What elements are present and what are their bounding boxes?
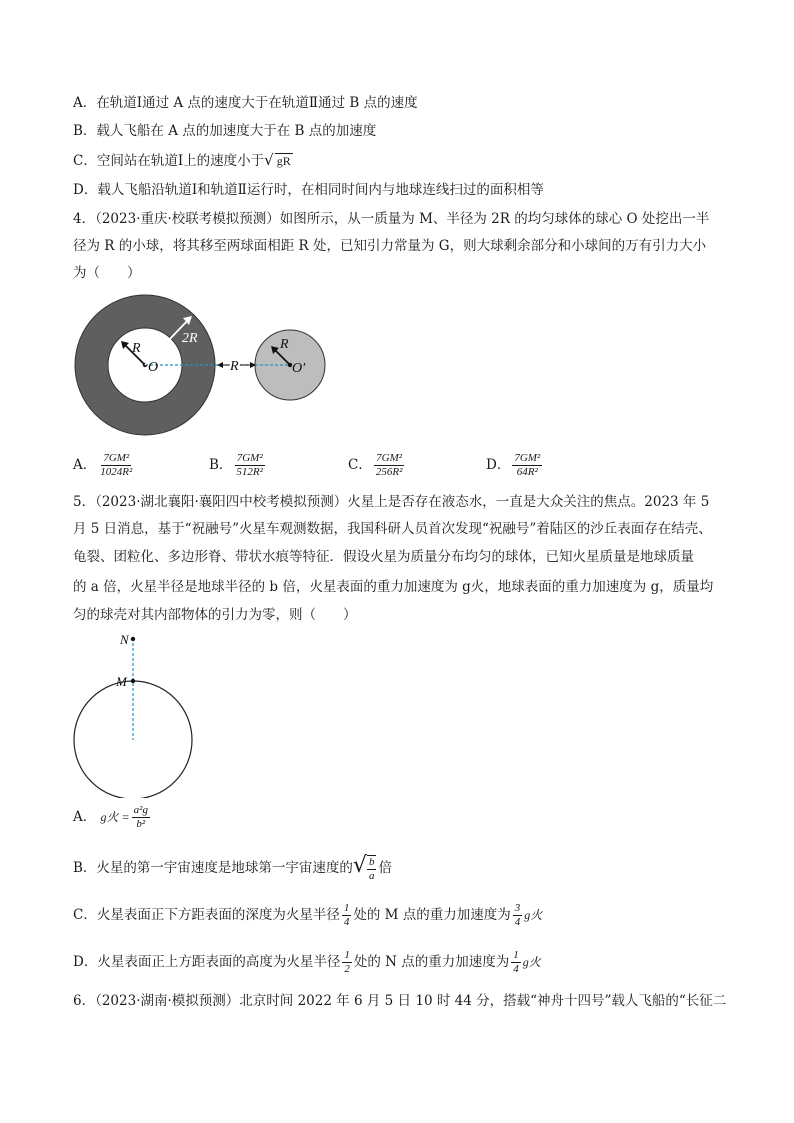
q4-figure [70,290,340,440]
label-o-prime: O′ [292,361,306,376]
label-r-inner: R [132,341,141,356]
q4-option-c [348,452,406,479]
sqrt-symbol: √ [264,151,274,169]
q5-option-c-frac2 [513,902,523,929]
q5-option-b-text: B．火星的第一宇宙速度是地球第一宇宙速度的 [73,860,353,876]
q5-option-c [73,902,542,929]
q5-figure [70,628,200,798]
point-n-dot [131,637,135,641]
q3-option-c-sqrt: gR [276,154,291,168]
q4-stem-line3: 为（ ） [73,265,141,281]
q5-option-b-den: a [368,869,375,882]
q3-option-a: A．在轨道Ⅰ通过 A 点的速度大于在轨道Ⅱ通过 B 点的速度 [73,95,418,111]
sqrt-symbol: √ [352,853,367,878]
q4-option-d-num: 7GM² [514,452,541,464]
q4-option-a-den: 1024R² [100,466,133,478]
q5-option-d-frac1-num: 1 [344,949,350,961]
q4-option-b-num: 7GM² [236,452,263,464]
q5-option-d-suffix: g火 [522,955,541,969]
q5-option-d-frac2-den: 4 [513,963,519,975]
q4-option-c-letter: C． [348,457,372,473]
q3-option-c [73,150,293,171]
label-r-gap: R [230,359,239,374]
label-n: N [120,632,129,647]
q4-option-d [486,452,544,479]
q5-option-a-den: b² [136,818,146,830]
q5-option-c-text: C．火星表面正下方距表面的深度为火星半径 [73,907,340,923]
q6-stem-line1: 6．（2023·湖南·模拟预测）北京时间 2022 年 6 月 5 日 10 时 44 分，搭载“神舟十四号”载人飞船的“长征二 [73,993,727,1009]
q4-option-a-letter: A． [73,457,97,473]
q5-option-b [73,853,392,883]
q5-option-d-frac2 [511,949,521,976]
q5-option-a-letter: A． [73,809,97,825]
q5-option-a-lhs: g火 = [100,810,130,824]
q5-option-d-frac2-num: 1 [513,949,519,961]
q5-stem-line1: 5．（2023·湖北襄阳·襄阳四中校考模拟预测）火星上是否存在液态水，一直是大众关注的焦点。2023 年 5 [73,494,710,510]
q4-option-b-fraction [234,452,265,479]
q5-option-b-fraction [367,855,377,883]
q5-option-c-suffix: g火 [524,908,543,922]
q5-stem-line5: 匀的球壳对其内部物体的引力为零，则（ ） [73,607,357,623]
label-2r: 2R [182,331,198,346]
q4-option-b-letter: B． [209,457,233,473]
point-m-dot [131,679,135,683]
q5-option-c-frac1-den: 4 [343,916,350,928]
q5-option-b-suffix: 倍 [378,860,392,876]
q3-option-b: B．载人飞船在 A 点的加速度大于在 B 点的加速度 [73,123,377,139]
q4-stem-line2: 径为 R 的小球，将其移至两球面相距 R 处，已知引力常量为 G，则大球剩余部分和小球间的万有引力大小 [73,238,707,254]
label-r-small: R [280,337,289,352]
q3-option-c-text: C．空间站在轨道Ⅰ上的速度小于 [73,153,265,169]
q5-option-c-frac2-den: 4 [514,916,521,928]
q4-option-d-letter: D． [486,457,511,473]
q5-option-c-mid: 处的 M 点的重力加速度为 [353,907,511,923]
q5-stem-line4: 的 a 倍，火星半径是地球半径的 b 倍，火星表面的重力加速度为 g火，地球表面的重力加速度为 g，质量均 [73,579,714,595]
q4-stem-line1: 4．（2023·重庆·校联考模拟预测）如图所示，从一质量为 M、半径为 2R 的均匀球体的球心 O 处挖出一半 [73,211,710,227]
q4-option-a-fraction [98,452,134,479]
q5-stem-line3: 龟裂、团粒化、多边形脊、带状水痕等特征．假设火星为质量分布均匀的球体，已知火星质量是地球质量 [73,549,694,565]
q4-option-d-den: 64R² [516,466,538,478]
q5-option-a [73,804,152,831]
q5-option-d-frac1-den: 2 [344,963,350,975]
q4-option-a-num: 7GM² [103,452,130,464]
q3-option-d: D．载人飞船沿轨道Ⅰ和轨道Ⅱ运行时，在相同时间内与地球连线扫过的面积相等 [73,182,544,198]
q4-option-c-fraction [374,452,405,479]
q5-option-d-text: D．火星表面正上方距表面的高度为火星半径 [73,954,341,970]
q4-option-b-den: 512R² [236,466,263,478]
gap-arrowhead-left [217,362,223,368]
q4-option-c-den: 256R² [375,466,403,478]
q4-option-c-num: 7GM² [376,452,403,464]
q4-option-a [73,452,136,479]
q5-option-c-frac1-num: 1 [343,902,350,914]
label-m: M [116,674,127,689]
q5-stem-line2: 月 5 日消息，基于“祝融号”火星车观测数据，我国科研人员首次发现“祝融号”着陆区的沙丘表面存在结壳、 [73,521,712,537]
q5-option-a-fraction [132,804,150,831]
q4-option-d-fraction [512,452,542,479]
q5-option-a-num: a²g [133,804,148,816]
q5-option-d-mid: 处的 N 点的重力加速度为 [353,954,510,970]
q5-option-d-frac1 [342,949,352,976]
q4-option-b [209,452,267,479]
q5-option-c-frac2-num: 3 [514,902,521,914]
q5-option-b-num: b [368,855,375,868]
q5-option-d [73,949,541,976]
label-o: O [148,360,159,375]
q5-option-c-frac1 [342,902,352,929]
